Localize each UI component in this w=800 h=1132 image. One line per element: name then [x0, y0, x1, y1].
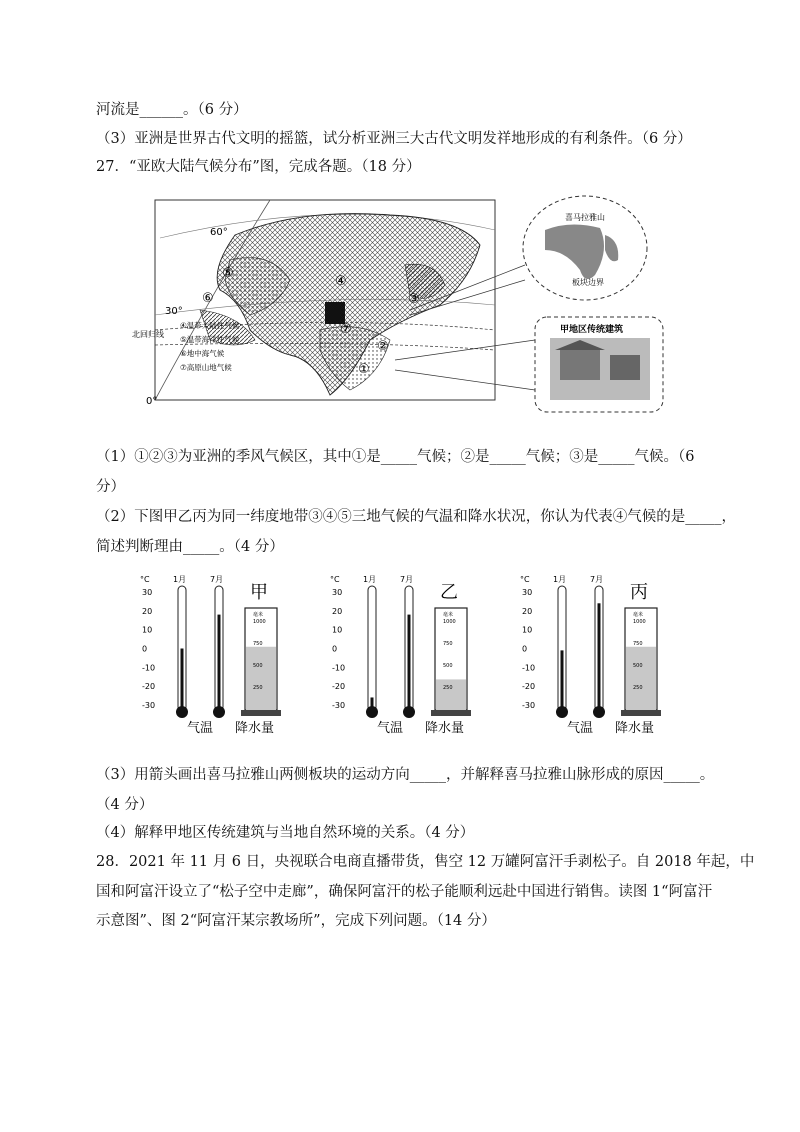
- map-num-6: ⑥: [202, 291, 214, 306]
- map-num-4: ④: [335, 274, 347, 289]
- temp-tick-label: -10: [522, 663, 536, 673]
- panel-name: 甲: [250, 582, 268, 603]
- rain-tick-label: 500: [253, 663, 263, 669]
- temp-unit-label: °C: [140, 575, 150, 584]
- question-3-cont: （4 分）: [96, 797, 154, 813]
- temp-tick-label: 20: [332, 606, 343, 616]
- text-line: 河流是______。（6 分）: [96, 102, 248, 118]
- temp-tick-label: 10: [142, 625, 153, 635]
- legend-item: ⑦高原山地气候: [180, 363, 232, 372]
- question-27-title: 27．“亚欧大陆气候分布”图，完成各题。（18 分）: [96, 159, 421, 175]
- question-28-cont: 国和阿富汗设立了“松子空中走廊”，确保阿富汗的松子能顺利远赴中国进行销售。读图 1“阿富汗: [96, 884, 713, 900]
- temp-unit-label: °C: [330, 575, 340, 584]
- question-3: （3）用箭头画出喜马拉雅山两侧板块的运动方向_____，并解释喜马拉雅山脉形成的原因_____。: [96, 767, 715, 783]
- rain-tick-label: 250: [443, 685, 453, 691]
- rain-level: [436, 679, 466, 710]
- temp-tick-label: 30: [332, 588, 343, 597]
- temp-tick-label: -20: [142, 682, 156, 692]
- photo-title: 甲地区传统建筑: [560, 325, 624, 335]
- temp-tick-label: 20: [142, 606, 153, 616]
- rain-unit-label: 毫米: [443, 612, 454, 618]
- temp-axis-label: 气温: [377, 721, 404, 736]
- rain-axis-label: 降水量: [425, 721, 465, 736]
- temp-axis-label: 气温: [187, 721, 214, 736]
- temp-tick-label: -20: [332, 682, 346, 692]
- rain-level: [626, 647, 656, 710]
- tropic-label: 北回归线: [132, 330, 164, 339]
- rain-level: [246, 647, 276, 710]
- temp-tick-label: 10: [332, 625, 343, 635]
- map-num-3: ③: [408, 292, 420, 307]
- rain-axis-label: 降水量: [235, 721, 275, 736]
- lat-0-label: 0°: [146, 396, 158, 407]
- thermometer-bulb: [176, 706, 188, 718]
- question-4: （4）解释甲地区传统建筑与当地自然环境的关系。（4 分）: [96, 825, 475, 841]
- legend-item: ⑤温带海洋性气候: [180, 335, 240, 344]
- temperature-bar: [561, 650, 564, 709]
- map-num-2: ②: [377, 339, 389, 354]
- temp-tick-label: 0: [522, 644, 528, 654]
- temp-tick-label: -30: [332, 701, 346, 710]
- rain-axis-label: 降水量: [615, 721, 655, 736]
- jul-label: 7月: [590, 575, 604, 584]
- temp-tick-label: -20: [522, 682, 536, 692]
- rain-tick-label: 1000: [443, 619, 456, 625]
- question-2-cont: 简述判断理由_____。（4 分）: [96, 539, 284, 555]
- inset-himalaya-label: 喜马拉雅山: [565, 213, 605, 222]
- temp-axis-label: 气温: [567, 721, 594, 736]
- thermometer-bulb: [556, 706, 568, 718]
- rain-tick-label: 750: [443, 641, 453, 647]
- thermometer-tube: [368, 586, 376, 711]
- rain-tick-label: 250: [253, 685, 263, 691]
- thermometer-bulb: [366, 706, 378, 718]
- climate-charts: [140, 570, 680, 740]
- rain-tick-label: 750: [253, 641, 263, 647]
- rain-tick-label: 1000: [633, 619, 646, 625]
- rain-unit-label: 毫米: [633, 612, 644, 618]
- temperature-bar: [218, 615, 221, 709]
- temperature-bar: [181, 649, 184, 710]
- temperature-bar: [598, 603, 601, 709]
- temp-tick-label: -10: [142, 663, 156, 673]
- panel-name: 乙: [440, 582, 458, 603]
- jan-label: 1月: [173, 575, 187, 584]
- temp-tick-label: -30: [142, 701, 156, 710]
- lat-60-label: 60°: [210, 227, 228, 238]
- lat-30-label: 30°: [165, 306, 183, 317]
- question-1: （1）①②③为亚洲的季风气候区，其中①是_____气候；②是_____气候；③是_____气候。（6: [96, 449, 695, 465]
- rain-tick-label: 750: [633, 641, 643, 647]
- inset-boundary-label: 板块边界: [572, 278, 604, 287]
- temp-tick-label: -10: [332, 663, 346, 673]
- legend-item: ④温带大陆性气候: [180, 321, 240, 330]
- thermometer-bulb: [403, 706, 415, 718]
- temp-unit-label: °C: [520, 575, 530, 584]
- rain-tick-label: 250: [633, 685, 643, 691]
- temp-tick-label: 30: [142, 588, 153, 597]
- map-num-7: ⑦: [340, 322, 352, 337]
- temp-tick-label: 0: [332, 644, 338, 654]
- jul-label: 7月: [210, 575, 224, 584]
- jul-label: 7月: [400, 575, 414, 584]
- legend-item: ⑥地中海气候: [180, 349, 225, 358]
- eurasia-climate-map: [132, 190, 670, 415]
- jan-label: 1月: [363, 575, 377, 584]
- thermometer-bulb: [593, 706, 605, 718]
- cylinder-base: [241, 710, 281, 716]
- cylinder-base: [431, 710, 471, 716]
- text-line: （3）亚洲是世界古代文明的摇篮，试分析亚洲三大古代文明发祥地形成的有利条件。（6 分）: [96, 131, 692, 147]
- panel-name: 丙: [630, 582, 648, 603]
- temp-tick-label: 10: [522, 625, 533, 635]
- thermometer-bulb: [213, 706, 225, 718]
- temp-tick-label: 0: [142, 644, 148, 654]
- jan-label: 1月: [553, 575, 567, 584]
- question-1-cont: 分）: [96, 479, 125, 495]
- rain-tick-label: 500: [633, 663, 643, 669]
- rain-unit-label: 毫米: [253, 612, 264, 618]
- question-2: （2）下图甲乙丙为同一纬度地带③④⑤三地气候的气温和降水状况，你认为代表④气候的是_____，: [96, 509, 736, 525]
- rain-tick-label: 500: [443, 663, 453, 669]
- temperature-bar: [408, 615, 411, 709]
- temp-tick-label: -30: [522, 701, 536, 710]
- cylinder-base: [621, 710, 661, 716]
- temp-tick-label: 30: [522, 588, 533, 597]
- question-28: 28．2021 年 11 月 6 日，央视联合电商直播带货，售空 12 万罐阿富汗手剥松子。自 2018 年起，中: [96, 854, 755, 870]
- map-num-5: ⑤: [222, 266, 234, 281]
- temp-tick-label: 20: [522, 606, 533, 616]
- rain-tick-label: 1000: [253, 619, 266, 625]
- question-28-cont2: 示意图”、图 2“阿富汗某宗教场所”，完成下列问题。（14 分）: [96, 913, 496, 929]
- map-num-1: ①: [358, 362, 370, 377]
